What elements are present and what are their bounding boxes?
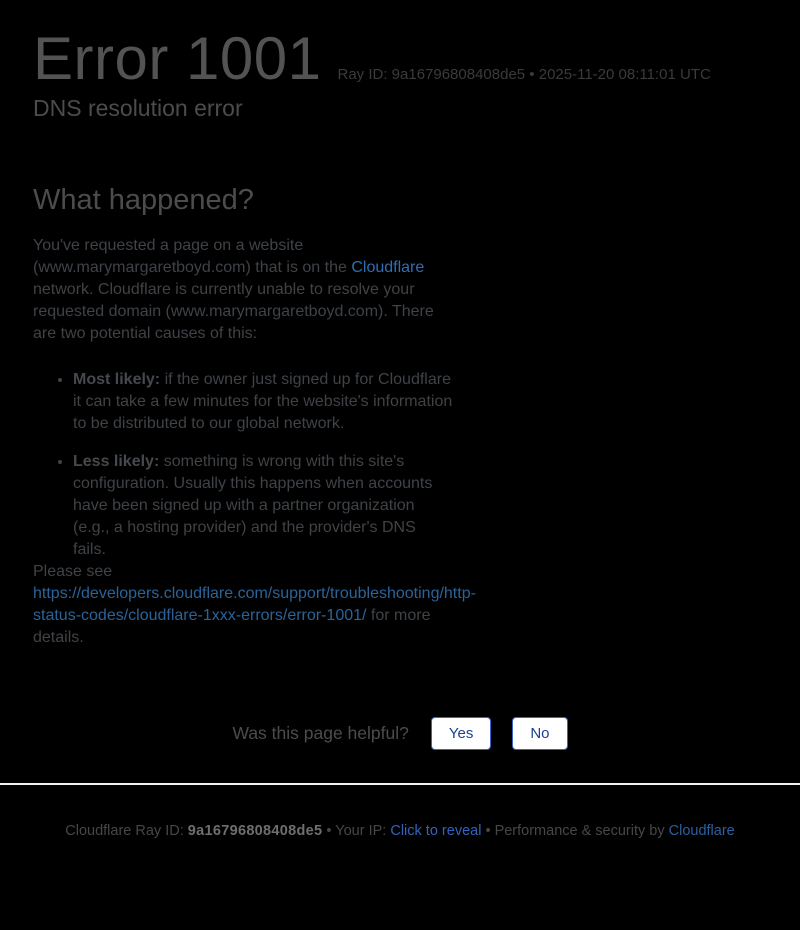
see-also-paragraph [33, 561, 476, 649]
footer-ip-label: Your IP: [335, 823, 391, 839]
header [0, 0, 800, 122]
causes-list [33, 369, 453, 561]
feedback-yes-button[interactable]: Yes [431, 717, 491, 750]
see-also-text-after: for more details. [33, 607, 431, 646]
intro-text-before: You've requested a page on a website (www.marymargaretboyd.com) that is on the [33, 237, 352, 276]
error-subtitle: DNS resolution error [33, 95, 243, 121]
feedback-bar [0, 717, 767, 750]
footer-perf-label: Performance & security by [494, 823, 669, 839]
footer-separator: • [481, 823, 495, 839]
cause-label: Most likely: [73, 371, 161, 388]
error-code-title: Error 1001 [33, 25, 322, 92]
cause-item-most-likely [73, 369, 453, 435]
footer-ray-value: 9a16796808408de5 [187, 823, 323, 839]
footer-info-line [0, 823, 800, 839]
what-happened-heading: What happened? [33, 184, 254, 216]
main-content [0, 122, 550, 750]
cloudflare-inline-link[interactable]: Cloudflare [351, 259, 425, 276]
footer-ray-label: Cloudflare Ray ID: [65, 823, 188, 839]
see-also-text-before: Please see [33, 563, 113, 580]
feedback-no-button[interactable]: No [512, 717, 567, 750]
footer-separator: • [322, 823, 336, 839]
cause-text: something is wrong with this site's configuration. Usually this happens when accounts have been signed up with a partner organization (e.g., a hosting provider) and the provider's DNS fails. [73, 453, 433, 558]
cause-label: Less likely: [73, 453, 160, 470]
footer-divider [0, 783, 800, 785]
troubleshooting-url-link[interactable]: https://developers.cloudflare.com/support/troubleshooting/http-status-codes/cloudflare-1xxx-errors/error-1001/ [33, 585, 476, 624]
click-to-reveal-link[interactable]: Click to reveal [390, 823, 482, 839]
feedback-question: Was this page helpful? [232, 723, 409, 743]
intro-paragraph [33, 235, 453, 345]
cause-item-less-likely [73, 451, 453, 561]
footer-cloudflare-link[interactable]: Cloudflare [668, 823, 735, 839]
footer [0, 783, 800, 839]
cause-text: if the owner just signed up for Cloudflare it can take a few minutes for the website's information to be distributed to our global network. [73, 371, 453, 432]
intro-text-after: network. Cloudflare is currently unable to resolve your requested domain (www.marymargaretboyd.com). There are two potential causes of this: [33, 281, 434, 342]
title-row [33, 25, 800, 92]
ray-id-timestamp: Ray ID: 9a16796808408de5 • 2025-11-20 08:11:01 UTC [337, 66, 711, 83]
